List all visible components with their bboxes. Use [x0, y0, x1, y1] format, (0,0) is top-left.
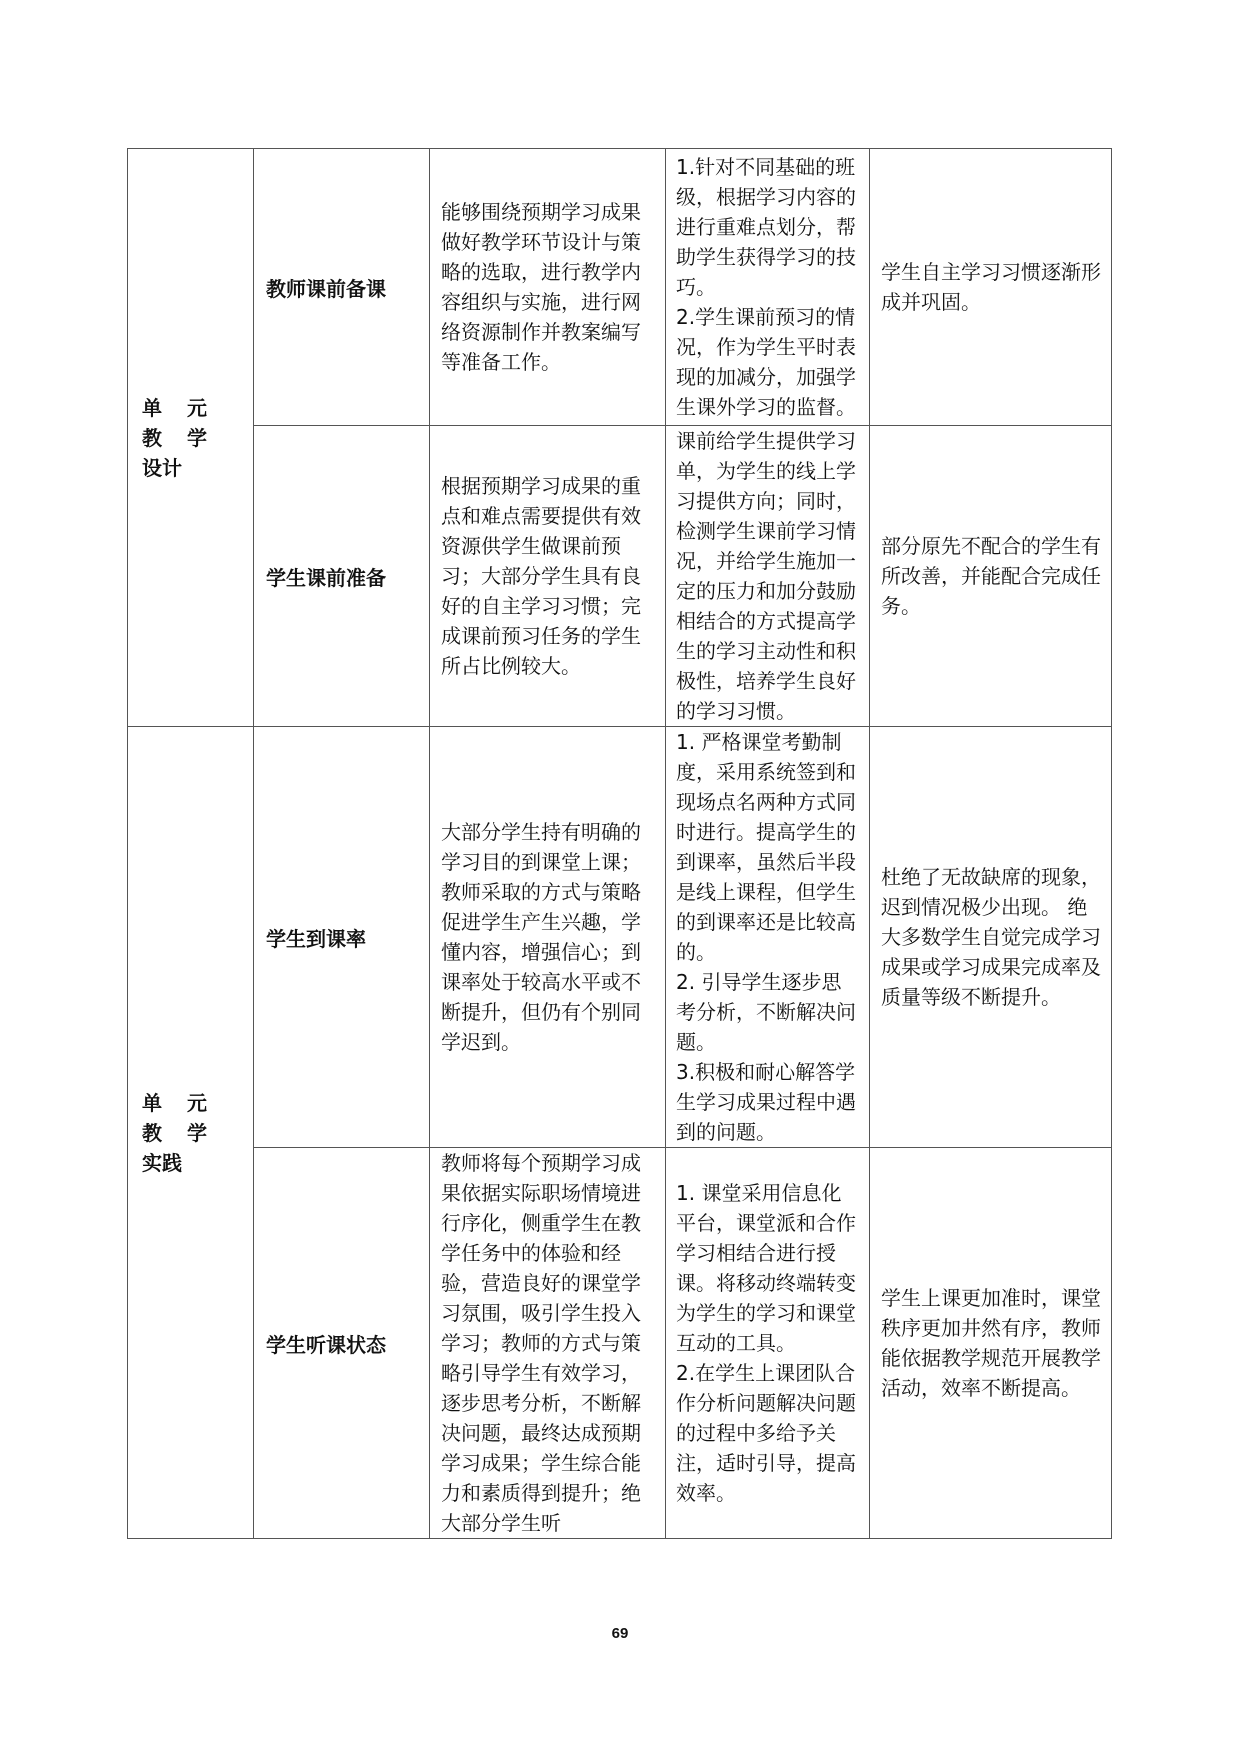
- measure-text: 1. 课堂采用信息化平台，课堂派和合作学习相结合进行授课。将移动终端转变为学生的学习和课堂互动的工具。: [676, 1181, 856, 1355]
- table-row: [128, 1148, 1112, 1539]
- category-label: 单 元 教 学: [142, 395, 216, 450]
- measure-text: 2.在学生上课团队合作分析问题解决问题的过程中多给予关注，适时引导，提高效率。: [676, 1361, 856, 1505]
- measure-text: 1. 严格课堂考勤制度，采用系统签到和现场点名两种方式同时进行。提高学生的到课率，虽然后半段是线上课程，但学生的到课率还是比较高的。: [676, 730, 856, 964]
- measure-text: 3.积极和耐心解答学生学习成果过程中遇到的问题。: [676, 1060, 856, 1144]
- effect-cell: 学生上课更加准时，课堂秩序更加井然有序，教师能依据教学规范开展教学活动，效率不断提高。: [870, 1148, 1112, 1539]
- measures-cell: [666, 426, 870, 727]
- table-row: [128, 426, 1112, 727]
- category-cell: [128, 727, 254, 1539]
- standard-cell: 教师将每个预期学习成果依据实际职场情境进行序化，侧重学生在教学任务中的体验和经验，营造良好的课堂学习氛围，吸引学生投入学习；教师的方式与策略引导学生有效学习，逐步思考分析，不断解决问题，最终达成预期学习成果；学生综合能力和素质得到提升；绝大部分学生听: [430, 1148, 666, 1539]
- category-label: 设计: [142, 455, 182, 480]
- category-label: 单 元 教 学: [142, 1090, 216, 1145]
- category-label: 实践: [142, 1150, 182, 1175]
- standard-cell: 根据预期学习成果的重点和难点需要提供有效资源供学生做课前预习；大部分学生具有良好的自主学习习惯；完成课前预习任务的学生所占比例较大。: [430, 426, 666, 727]
- table-row: [128, 149, 1112, 426]
- evaluation-table: [127, 148, 1112, 1539]
- page-number: 69: [611, 1625, 629, 1642]
- standard-cell: 能够围绕预期学习成果做好教学环节设计与策略的选取，进行教学内容组织与实施，进行网络资源制作并教案编写等准备工作。: [430, 149, 666, 426]
- item-cell: 学生听课状态: [254, 1148, 430, 1539]
- measures-cell: [666, 149, 870, 426]
- effect-cell: 部分原先不配合的学生有所改善，并能配合完成任务。: [870, 426, 1112, 727]
- item-cell: 教师课前备课: [254, 149, 430, 426]
- effect-cell: 杜绝了无故缺席的现象，迟到情况极少出现。 绝大多数学生自觉完成学习成果或学习成果完成率及质量等级不断提升。: [870, 727, 1112, 1148]
- table-row: [128, 727, 1112, 1148]
- measure-text: 1.针对不同基础的班级，根据学习内容的进行重难点划分，帮助学生获得学习的技巧。: [676, 155, 856, 299]
- item-cell: 学生课前准备: [254, 426, 430, 727]
- category-cell: [128, 149, 254, 727]
- measure-text: 课前给学生提供学习单，为学生的线上学习提供方向；同时，检测学生课前学习情况，并给学生施加一定的压力和加分鼓励相结合的方式提高学生的学习主动性和积极性，培养学生良好的学习习惯。: [676, 429, 856, 723]
- measures-cell: [666, 1148, 870, 1539]
- standard-cell: 大部分学生持有明确的学习目的到课堂上课；教师采取的方式与策略促进学生产生兴趣，学懂内容，增强信心；到课率处于较高水平或不断提升，但仍有个别同学迟到。: [430, 727, 666, 1148]
- measure-text: 2. 引导学生逐步思考分析，不断解决问题。: [676, 970, 856, 1054]
- measures-cell: [666, 727, 870, 1148]
- item-cell: 学生到课率: [254, 727, 430, 1148]
- measure-text: 2.学生课前预习的情况，作为学生平时表现的加减分，加强学生课外学习的监督。: [676, 305, 856, 419]
- effect-cell: 学生自主学习习惯逐渐形成并巩固。: [870, 149, 1112, 426]
